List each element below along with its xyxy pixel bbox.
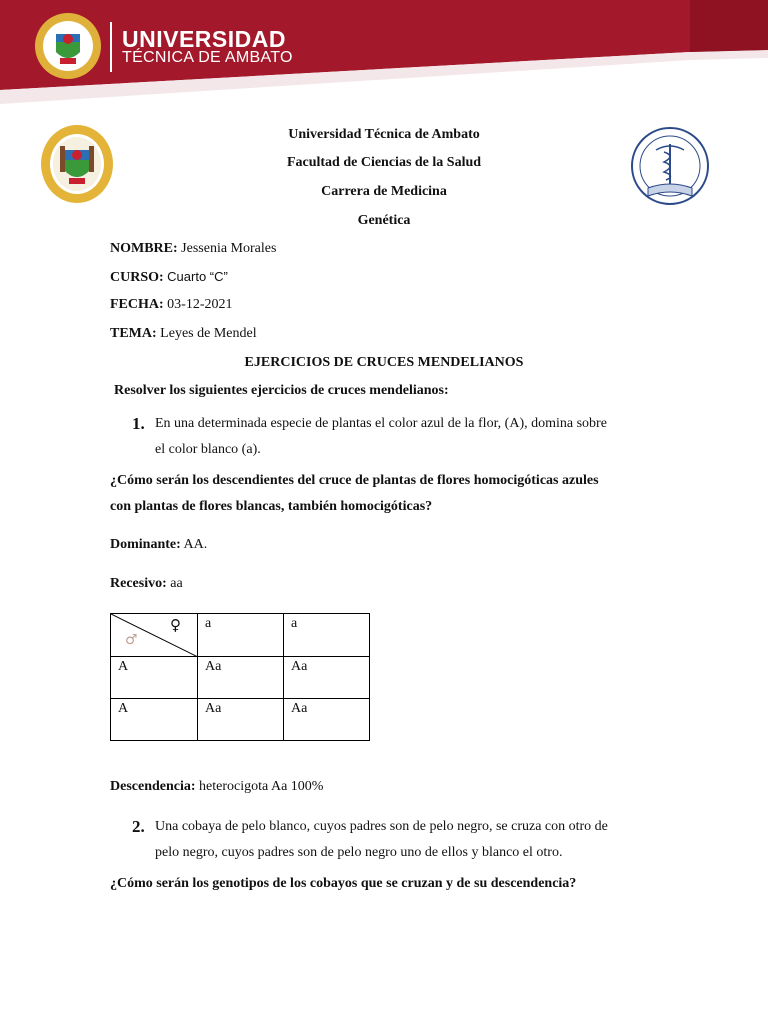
- punnett-cell: Aa: [198, 657, 284, 699]
- recessive-label: Recesivo:: [110, 576, 167, 591]
- punnett-row-header: A: [111, 699, 198, 741]
- info-tema: [110, 326, 257, 342]
- exercise1-line2: el color blanco (a).: [155, 442, 261, 457]
- male-symbol-icon: ♂: [125, 632, 138, 648]
- info-fecha: [110, 297, 233, 313]
- punnett-row: [111, 699, 370, 741]
- header-career: Carrera de Medicina: [321, 184, 447, 199]
- exercise2-line2: pelo negro, cuyos padres son de pelo negro uno de ellos y blanco el otro.: [155, 845, 563, 860]
- info-nombre: [110, 241, 276, 257]
- exercise1-recessive: [110, 576, 183, 592]
- punnett-row-header: A: [111, 657, 198, 699]
- curso-value: Cuarto “C”: [167, 269, 228, 284]
- punnett-cell: Aa: [198, 699, 284, 741]
- dominant-label: Dominante:: [110, 537, 181, 552]
- female-symbol-icon: ♀: [170, 616, 181, 634]
- nombre-label: NOMBRE:: [110, 241, 178, 256]
- tema-value: Leyes de Mendel: [160, 326, 257, 341]
- punnett-cell: Aa: [284, 699, 370, 741]
- offspring-label: Descendencia:: [110, 779, 196, 794]
- exercise1-statement: [155, 411, 607, 463]
- exercise2-line1: Una cobaya de pelo blanco, cuyos padres son de pelo negro, se cruza con otro de: [155, 819, 608, 834]
- punnett-row: [111, 657, 370, 699]
- university-banner: [0, 0, 768, 110]
- fecha-value: 03-12-2021: [167, 297, 233, 312]
- exercise1-question-line1: ¿Cómo serán los descendientes del cruce de plantas de flores homocigóticas azules: [110, 473, 599, 488]
- exercise1-question: [110, 468, 599, 520]
- exercise1-question-line2: con plantas de flores blancas, también homocigóticas?: [110, 499, 433, 514]
- banner-background: [0, 0, 768, 110]
- punnett-header-row: [111, 614, 370, 657]
- instructions: Resolver los siguientes ejercicios de cruces mendelianos:: [114, 383, 449, 398]
- fecha-label: FECHA:: [110, 297, 164, 312]
- banner-university-name: UNIVERSIDAD: [122, 26, 286, 52]
- punnett-corner-cell: [111, 614, 198, 657]
- tema-label: TEMA:: [110, 326, 157, 341]
- exercise2-statement: [155, 814, 608, 866]
- header-subject: Genética: [357, 213, 411, 228]
- section-title: EJERCICIOS DE CRUCES MENDELIANOS: [244, 355, 524, 370]
- exercise2-number: 2.: [132, 817, 145, 836]
- exercise2-question: ¿Cómo serán los genotipos de los cobayos que se cruzan y de su descendencia?: [110, 876, 577, 891]
- info-curso: [110, 269, 228, 286]
- dominant-value: AA.: [183, 537, 208, 552]
- banner-university-subtitle: TÉCNICA DE AMBATO: [122, 49, 293, 66]
- exercise1-dominant: [110, 537, 207, 553]
- exercise1-line1: En una determinada especie de plantas el color azul de la flor, (A), domina sobre: [155, 416, 607, 431]
- recessive-value: aa: [170, 576, 183, 591]
- punnett-cell: Aa: [284, 657, 370, 699]
- punnett-square: [110, 613, 370, 741]
- nombre-value: Jessenia Morales: [181, 241, 277, 256]
- exercise1-number: 1.: [132, 414, 145, 433]
- exercise1-offspring: [110, 779, 323, 795]
- punnett-col-header: a: [198, 614, 284, 657]
- header-faculty: Facultad de Ciencias de la Salud: [286, 155, 482, 170]
- offspring-value: heterocigota Aa 100%: [199, 779, 324, 794]
- punnett-col-header: a: [284, 614, 370, 657]
- uta-seal-icon: [34, 12, 102, 80]
- banner-divider: [110, 22, 112, 72]
- curso-label: CURSO:: [110, 270, 164, 285]
- header-university: Universidad Técnica de Ambato: [288, 127, 480, 142]
